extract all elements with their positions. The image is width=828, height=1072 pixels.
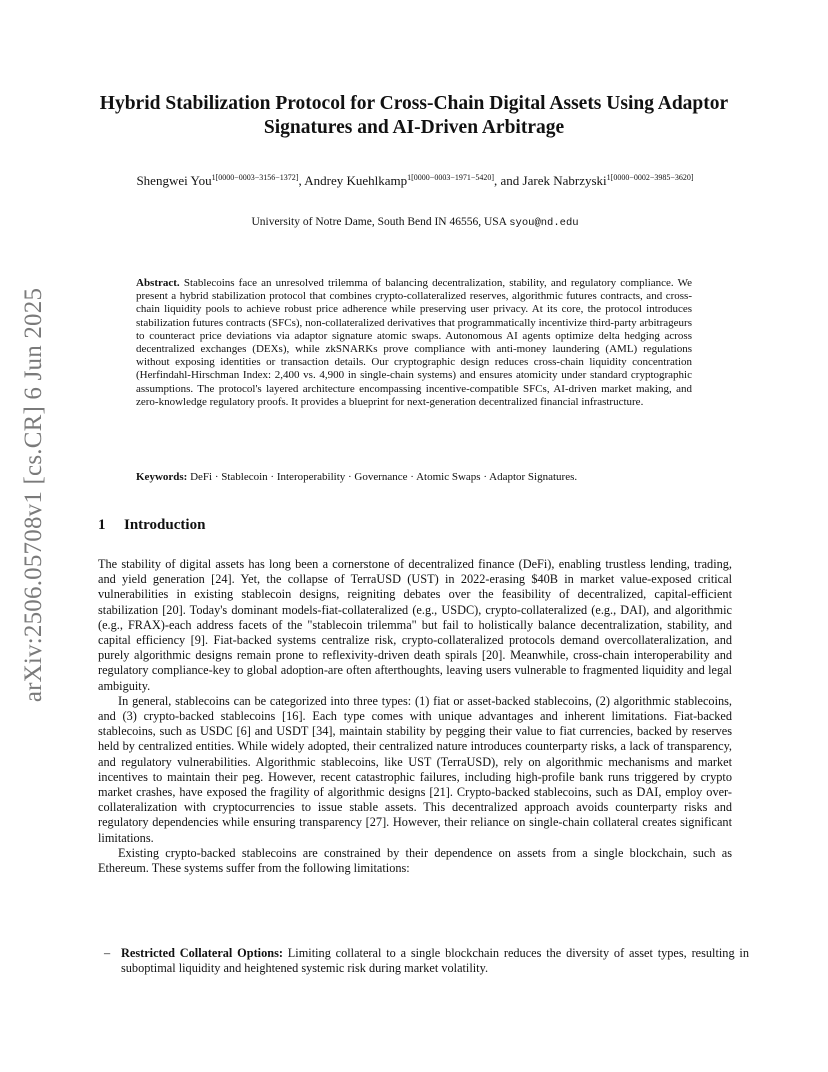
author-orcid: 1[0000−0002−3985−3620] xyxy=(606,173,694,182)
author-list xyxy=(130,170,700,189)
author-separator: , xyxy=(298,173,305,188)
author-orcid: 1[0000−0003−1971−5420] xyxy=(407,173,495,182)
keywords-label: Keywords: xyxy=(136,471,188,483)
section-number: 1 xyxy=(98,517,106,533)
body-paragraph: In general, stablecoins can be categorized into three types: (1) fiat or asset-backed stablecoins, (2) algorithmic stablecoins, and (3) crypto-backed stablecoins [16]. Each type comes with unique advantages and inherent limitations. Fiat-backed stablecoins, such as USDC [6] and USDT [34], maintain stability by pegging their value to fiat currencies, backed by reserves held by centralized entities. While widely adopted, their centralized nature introduces counterparty risks, a lack of transparency, and regulatory vulnerabilities. Algorithmic stablecoins, like UST (TerraUSD), rely on algorithmic mechanisms and market incentives to maintain their peg. However, recent catastrophic failures, including high-profile bank runs triggered by crypto market crashes, have exposed the fragility of algorithmic designs [21]. Crypto-backed stablecoins, such as DAI, employ over-collateralization with cryptocurrencies to issue stable assets. This decentralized approach avoids counterparty risks and regulatory dependencies while ensuring transparency [27]. However, their reliance on single-chain collateral creates significant limitations. xyxy=(98,693,732,845)
list-item xyxy=(104,946,749,976)
list-item-label: Restricted Collateral Options: xyxy=(121,946,283,960)
abstract xyxy=(136,277,692,409)
author-separator: , and Jarek Nabrzyski xyxy=(494,173,607,188)
author-name: Shengwei You xyxy=(136,173,212,188)
abstract-label: Abstract. xyxy=(136,277,180,289)
section-body xyxy=(98,557,732,876)
author-email[interactable]: syou@nd.edu xyxy=(509,217,579,229)
arxiv-stamp-text: arXiv:2506.05708v1 [cs.CR] 6 Jun 2025 xyxy=(20,287,47,703)
keywords-text: DeFi · Stablecoin · Interoperability · Governance · Atomic Swaps · Adaptor Signatures. xyxy=(190,471,578,483)
affiliation xyxy=(130,216,700,229)
abstract-text: Stablecoins face an unresolved trilemma of balancing decentralization, stability, and regulatory compliance. We present a hybrid stabilization protocol that combines crypto-collateralized reserves, algorithmic futures contracts, and cross-chain liquidity pools to achieve robust price adherence while preserving user privacy. At its core, the protocol introduces stabilization futures contracts (SFCs), non-collateralized derivatives that programmatically incentivize third-party arbitrageurs to counteract price deviations via adaptor signature atomic swaps. Autonomous AI agents optimize delta hedging across decentralized exchanges (DEXs), while zkSNARKs prove compliance with anti-money laundering (AML) regulations without exposing identities or transaction details. Our cryptographic design reduces cross-chain liquidity concentration (Herfindahl-Hirschman Index: 2,400 vs. 4,900 in single-chain systems) and ensures atomicity under standard cryptographic assumptions. The protocol's layered architecture encompassing incentive-compatible SFCs, AI-driven market making, and zero-knowledge regulatory proofs. It provides a blueprint for next-generation decentralized financial infrastructure. xyxy=(136,277,692,408)
body-paragraph: Existing crypto-backed stablecoins are constrained by their dependence on assets from a single blockchain, such as Ethereum. These systems suffer from the following limitations: xyxy=(98,845,732,876)
list-item-text: Limiting collateral to a single blockchain reduces the diversity of asset types, resulting in suboptimal liquidity and heightened systemic risk during market volatility. xyxy=(121,946,749,976)
author-orcid: 1[0000−0003−3156−1372] xyxy=(211,173,299,182)
affiliation-text: University of Notre Dame, South Bend IN 46556, USA xyxy=(251,216,507,228)
arxiv-identifier-stamp xyxy=(14,287,54,703)
paper-title: Hybrid Stabilization Protocol for Cross-Chain Digital Assets Using Adaptor Signatures and AI-Driven Arbitrage xyxy=(99,93,729,138)
author-name: Andrey Kuehlkamp xyxy=(304,173,408,188)
section-title: Introduction xyxy=(124,517,206,533)
list-dash: – xyxy=(104,946,111,960)
keywords xyxy=(136,471,696,483)
body-paragraph: The stability of digital assets has long been a cornerstone of decentralized finance (DeFi), enabling trustless lending, trading, and yield generation [24]. Yet, the collapse of TerraUSD (UST) in 2022-erasing $40B in market value-exposed critical vulnerabilities in existing stablecoin designs, reigniting debates over the feasibility of decentralized, capital-efficient stabilization [20]. Today's dominant models-fiat-collateralized (e.g., USDC), crypto-collateralized (e.g., DAI), and algorithmic (e.g., FRAX)-each address facets of the "stablecoin trilemma" but fail to holistically balance decentralization, stability, and capital efficiency [9]. Fiat-backed systems centralize risk, crypto-collateralized protocols demand overcollateralization, and purely algorithmic designs remain prone to reflexivity-driven death spirals [20]. Meanwhile, cross-chain interoperability and regulatory compliance-key to global adoption-are often afterthoughts, leaving users vulnerable to fragmented liquidity and legal ambiguity. xyxy=(98,557,732,693)
section-heading xyxy=(98,517,205,534)
